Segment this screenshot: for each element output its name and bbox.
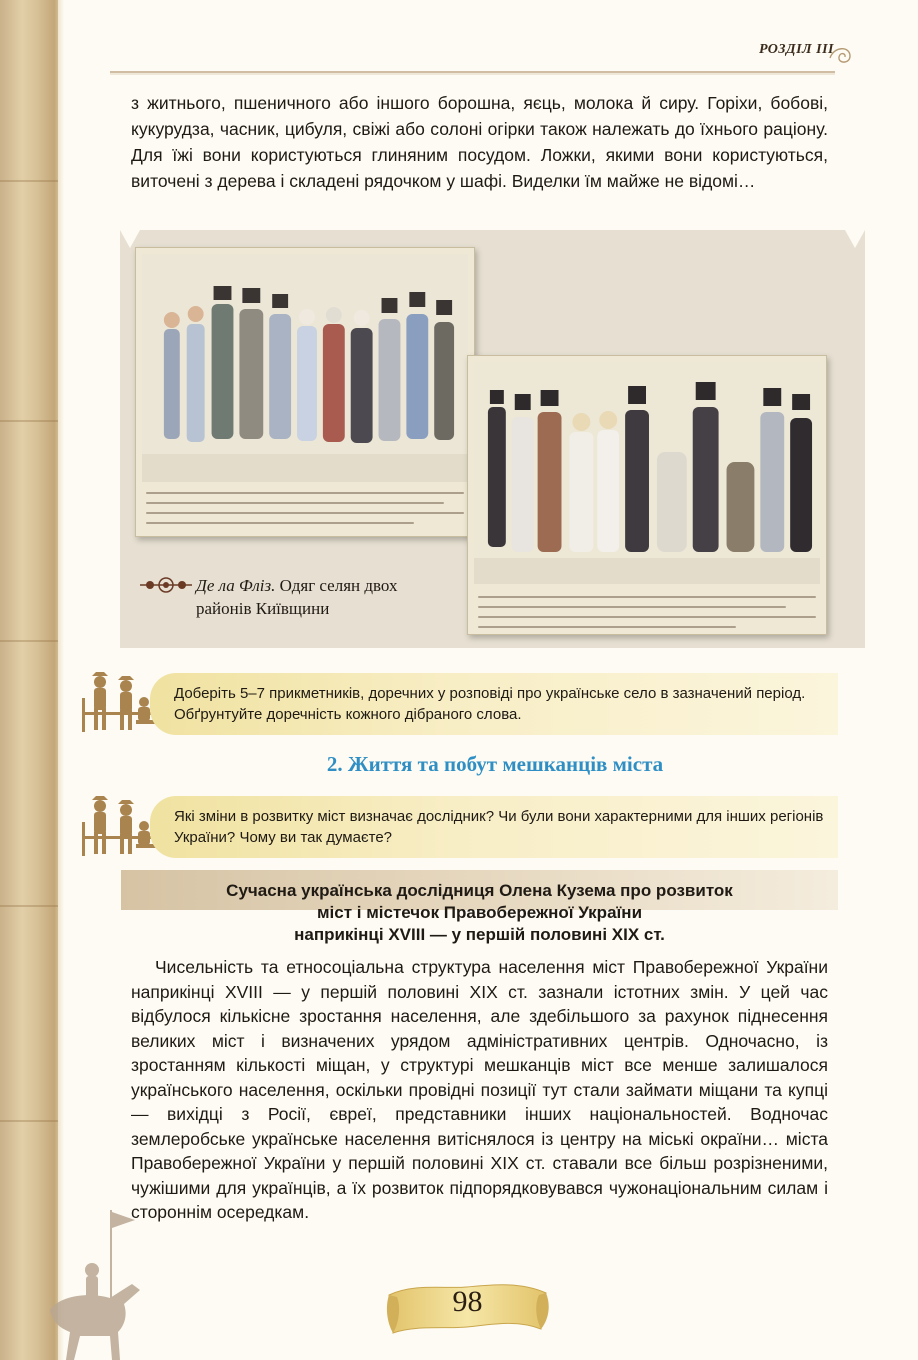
source-title-line-1: Сучасна українська дослідниця Олена Кузема про розвиток [226,881,733,900]
header-rule [110,68,835,76]
intro-paragraph: з житнього, пшеничного або іншого борошна, яєць, молока й сиру. Горіхи, бобові, кукурудза, часник, цибуля, свіжі або солоні огірки також належать до їхнього раціону. Для їжі вони користуються глиняним посудом. Ложки, якими вони користуються, виточені з дерева і складені рядочком у шафі. Виделки їм майже не відомі… [131,93,828,191]
figure-corner-right [845,230,865,248]
caption-text-line-1: Одяг селян двох [279,576,398,595]
source-text: Чисельність та етносоціальна структура населення міст Правобережної України наприкінці XVIII — у першій половині XIX ст. зазнали істотних змін. У цей час відбулося кількісне зростання населення, але здебільшого за рахунок піднесення великих міст і визначених урядом адміністративних центрів. Одночасно, із зростанням кількості міщан, у структурі мешканців міст все менше залишалося українського населення, оскільки провідні позиції тут стали займати міщани та купці — вихідці з Росії, євреї, представники інших національностей. Водночас землеробське українське населення витіснялося із центру на міські окраїни… міста Правобережної України у першій половині XIX ст. ставали все більш розрізненими, чужішими для українців, а їх розвиток підпорядковувався чужонаціональним силам і стороннім осередкам. [131,957,828,1222]
caption-text-line-2: районів Київщини [196,599,330,618]
left-paper-strip [0,0,64,1360]
caption-author: Де ла Фліз. [196,576,276,595]
cossacks-task-icon [78,668,160,734]
header-curl-icon [826,40,856,70]
task-1-bar [150,673,838,735]
task-2-text: Які зміни в розвитку міст визначає дослідник? Чи були вони характерними для інших регіонів України? Чому ви так думаєте? [174,808,824,846]
source-title [131,880,828,946]
source-title-line-3: наприкінці XVIII — у першій половині XIX ст. [294,925,665,944]
painting-peasants-group-2 [467,355,827,635]
caption-ornament-icon [140,576,192,594]
figure-corner-left [120,230,140,248]
task-1-text: Доберіть 5–7 прикметників, доречних у розповіді про українське село в зазначений період. Обґрунтуйте доречність кожного дібраного слова. [174,685,806,723]
source-title-line-2: міст і містечок Правобережної України [316,903,643,922]
section-2-title: 2. Життя та побут мешканців міста [326,752,664,776]
section-header-label: РОЗДІЛ ІІІ [758,42,834,57]
peasants-figures-1 [142,254,468,482]
painting-peasants-group-1 [135,247,475,537]
figure-caption [140,574,460,620]
page-number: 98 [452,1285,483,1318]
cossacks-task-icon [78,792,160,858]
rider-silhouette-icon [40,1200,160,1360]
peasants-figures-2 [474,362,820,584]
task-2-bar [150,796,838,858]
